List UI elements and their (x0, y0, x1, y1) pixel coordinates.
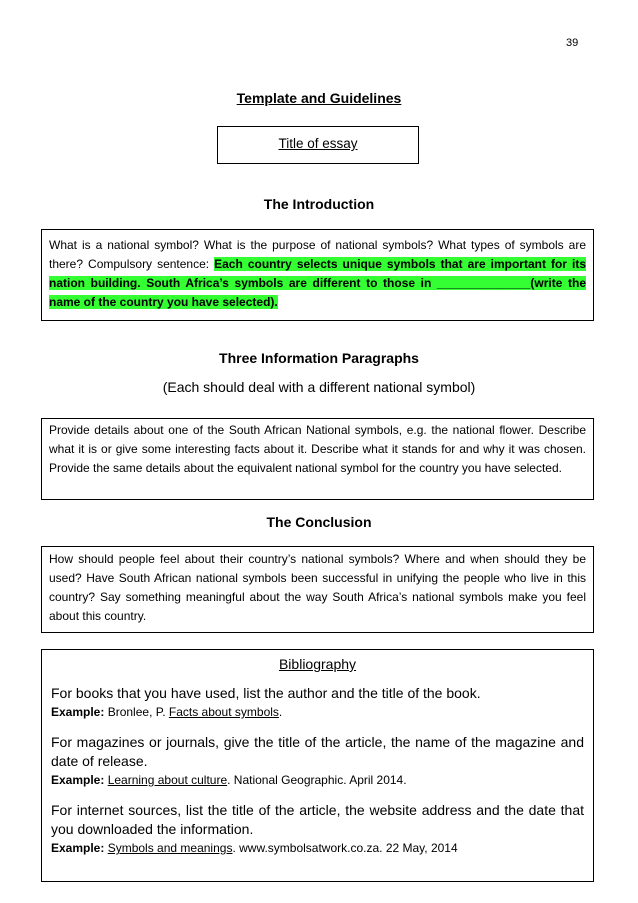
magazines-example-rest: . National Geographic. April 2014. (227, 773, 407, 787)
books-example (51, 703, 584, 721)
books-instruction: For books that you have used, list the author and the title of the book. (51, 685, 481, 701)
conclusion-box (41, 546, 594, 633)
internet-instruction: For internet sources, list the title of the article, the website address and the date that you downloaded the information. (51, 802, 584, 837)
paragraphs-heading: Three Information Paragraphs (219, 350, 419, 366)
introduction-box (41, 229, 594, 321)
introduction-heading: The Introduction (263, 196, 375, 212)
books-example-end: . (278, 705, 283, 719)
books-example-author: Bronlee, P. (107, 705, 169, 719)
internet-example-title: Symbols and meanings (107, 841, 233, 855)
paragraphs-subheading: (Each should deal with a different national symbol) (162, 379, 476, 395)
essay-title-label: Title of essay (278, 136, 358, 151)
introduction-text (49, 236, 586, 312)
internet-example (51, 839, 584, 857)
page-title: Template and Guidelines (236, 90, 402, 106)
introduction-plain-text: What is a national symbol? What is the purpose of national symbols? What types of symbols are there? Compulsory sentence: (49, 238, 586, 271)
example-label: Example: (51, 773, 105, 787)
bibliography-box (41, 649, 594, 882)
magazines-example-title: Learning about culture (107, 773, 228, 787)
conclusion-text: How should people feel about their country’s national symbols? Where and when should they be used? Have South African national symbols been successful in unifying the people who live in this country? Say something meaningful about the way South Africa’s national symbols make you feel about this country. (49, 552, 586, 623)
conclusion-heading: The Conclusion (266, 514, 372, 530)
magazines-example (51, 771, 584, 789)
compulsory-sentence-highlight: Each country selects unique symbols that are important for its nation building. South Africa’s symbols are different to those in ______________(write the name of the country you have selected). (49, 257, 586, 309)
page-number: 39 (566, 37, 579, 49)
example-label: Example: (51, 841, 105, 855)
bibliography-title: Bibliography (278, 656, 357, 672)
paragraphs-box (41, 418, 594, 500)
internet-example-rest: . www.symbolsatwork.co.za. 22 May, 2014 (232, 841, 458, 855)
essay-title-box (217, 126, 419, 164)
example-label: Example: (51, 705, 105, 719)
magazines-instruction: For magazines or journals, give the title of the article, the name of the magazine and date of release. (51, 734, 584, 769)
paragraphs-text: Provide details about one of the South African National symbols, e.g. the national flower. Describe what it is or give some interesting facts about it. Describe what it stands for and why it was chosen. Provide the same details about the equivalent national symbol for the country you have selected. (49, 423, 586, 475)
books-example-title: Facts about symbols (168, 705, 279, 719)
